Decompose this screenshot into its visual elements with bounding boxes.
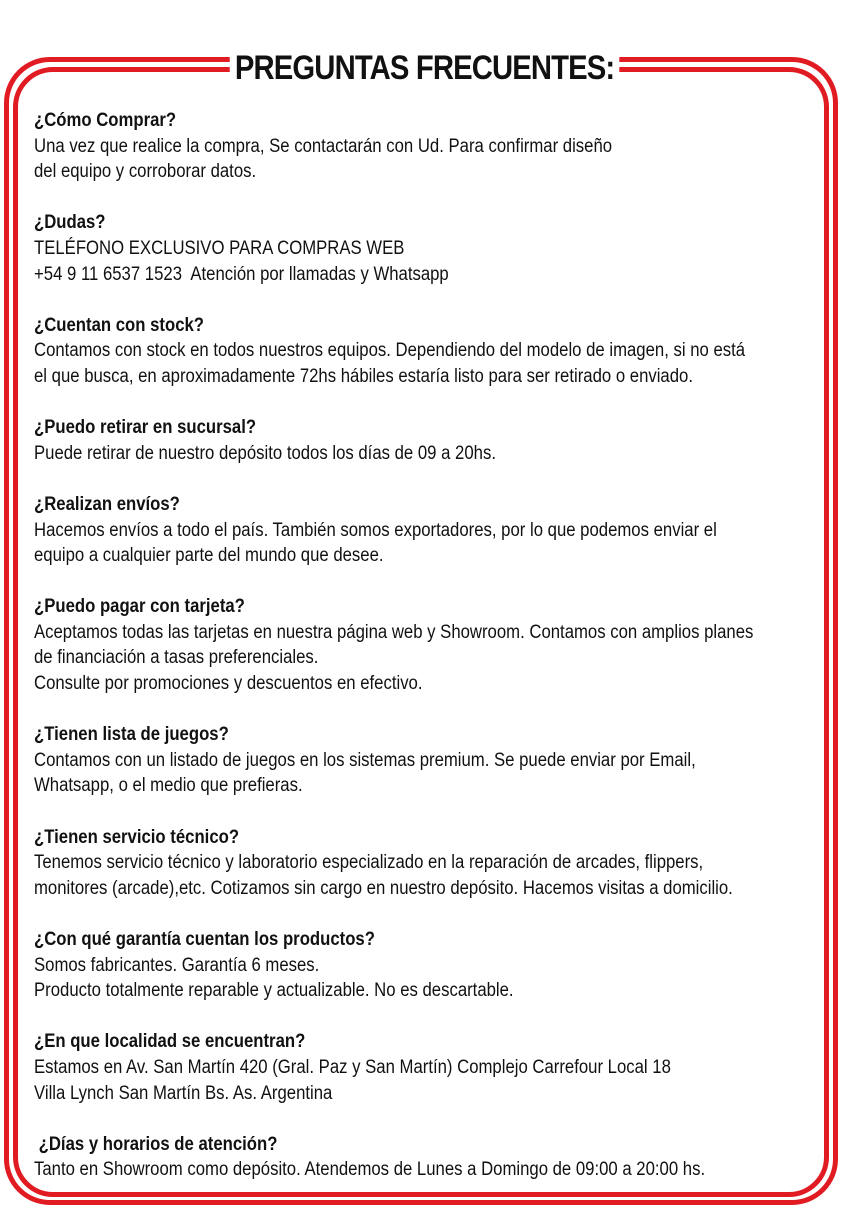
- faq-item: [34, 825, 738, 902]
- faq-answer-line: Somos fabricantes. Garantía 6 meses.: [34, 954, 320, 976]
- page-title: PREGUNTAS FRECUENTES:: [230, 44, 620, 92]
- title-bar: [0, 44, 850, 92]
- faq-answer-line: monitores (arcade),etc. Cotizamos sin cargo en nuestro depósito. Hacemos visitas a domicilio.: [34, 877, 733, 899]
- faq-item: [34, 594, 754, 696]
- faq-question: ¿Con qué garantía cuentan los productos?: [34, 929, 375, 950]
- faq-answer-line: de financiación a tasas preferenciales.: [34, 647, 319, 669]
- faq-item: [34, 1132, 738, 1183]
- faq-answer-line: Puede retirar de nuestro depósito todos los días de 09 a 20hs.: [34, 442, 496, 464]
- faq-answer-line: el que busca, en aproximadamente 72hs hábiles estaría listo para ser retirado o enviado.: [34, 365, 693, 387]
- faq-item: [34, 1029, 738, 1106]
- faq-answer-line: del equipo y corroborar datos.: [34, 161, 257, 183]
- faq-answer-line: Contamos con un listado de juegos en los sistemas premium. Se puede enviar por Email,: [34, 749, 696, 771]
- faq-answer-line: Villa Lynch San Martín Bs. As. Argentina: [34, 1082, 333, 1104]
- faq-answer-line: Whatsapp, o el medio que prefieras.: [34, 775, 303, 797]
- faq-question: ¿Cuentan con stock?: [34, 314, 205, 336]
- faq-list: [34, 108, 754, 1183]
- faq-answer-line: Estamos en Av. San Martín 420 (Gral. Paz y San Martín) Complejo Carrefour Local 18: [34, 1056, 671, 1078]
- faq-question: ¿Tienen lista de juegos?: [34, 724, 229, 746]
- faq-answer-line: Una vez que realice la compra, Se contactarán con Ud. Para confirmar diseño: [34, 135, 613, 157]
- faq-answer-line: Hacemos envíos a todo el país. También somos exportadores, por lo que podemos enviar el: [34, 519, 717, 541]
- faq-answer-line: Consulte por promociones y descuentos en efectivo.: [34, 673, 423, 695]
- faq-answer-line: Tenemos servicio técnico y laboratorio especializado en la reparación de arcades, flippers,: [34, 852, 704, 874]
- faq-item: [34, 210, 738, 287]
- faq-item: [34, 108, 738, 185]
- faq-question: ¿Dudas?: [34, 212, 106, 234]
- faq-question: ¿Días y horarios de atención?: [34, 1133, 278, 1155]
- faq-question: ¿Puedo pagar con tarjeta?: [34, 596, 245, 618]
- faq-question: ¿Realizan envíos?: [34, 493, 180, 515]
- faq-item: [34, 415, 738, 466]
- faq-item: [34, 927, 738, 1004]
- faq-answer-line: Aceptamos todas las tarjetas en nuestra página web y Showroom. Contamos con amplios planes: [34, 621, 754, 643]
- faq-answer-line: TELÉFONO EXCLUSIVO PARA COMPRAS WEB: [34, 237, 405, 259]
- faq-item: [34, 722, 738, 799]
- faq-answer-line: equipo a cualquier parte del mundo que desee.: [34, 545, 384, 567]
- faq-question: ¿Puedo retirar en sucursal?: [34, 417, 257, 439]
- faq-question: ¿En que localidad se encuentran?: [34, 1031, 306, 1053]
- faq-question: ¿Tienen servicio técnico?: [34, 826, 240, 848]
- faq-answer-line: +54 9 11 6537 1523 Atención por llamadas y Whatsapp: [34, 263, 449, 285]
- faq-answer-line: Contamos con stock en todos nuestros equipos. Dependiendo del modelo de imagen, si no está: [34, 340, 746, 362]
- faq-answer-line: Tanto en Showroom como depósito. Atendemos de Lunes a Domingo de 09:00 a 20:00 hs.: [34, 1159, 706, 1181]
- faq-question: ¿Cómo Comprar?: [34, 110, 177, 131]
- faq-item: [34, 492, 738, 569]
- faq-answer-line: Producto totalmente reparable y actualizable. No es descartable.: [34, 980, 514, 1002]
- faq-item: [34, 313, 746, 390]
